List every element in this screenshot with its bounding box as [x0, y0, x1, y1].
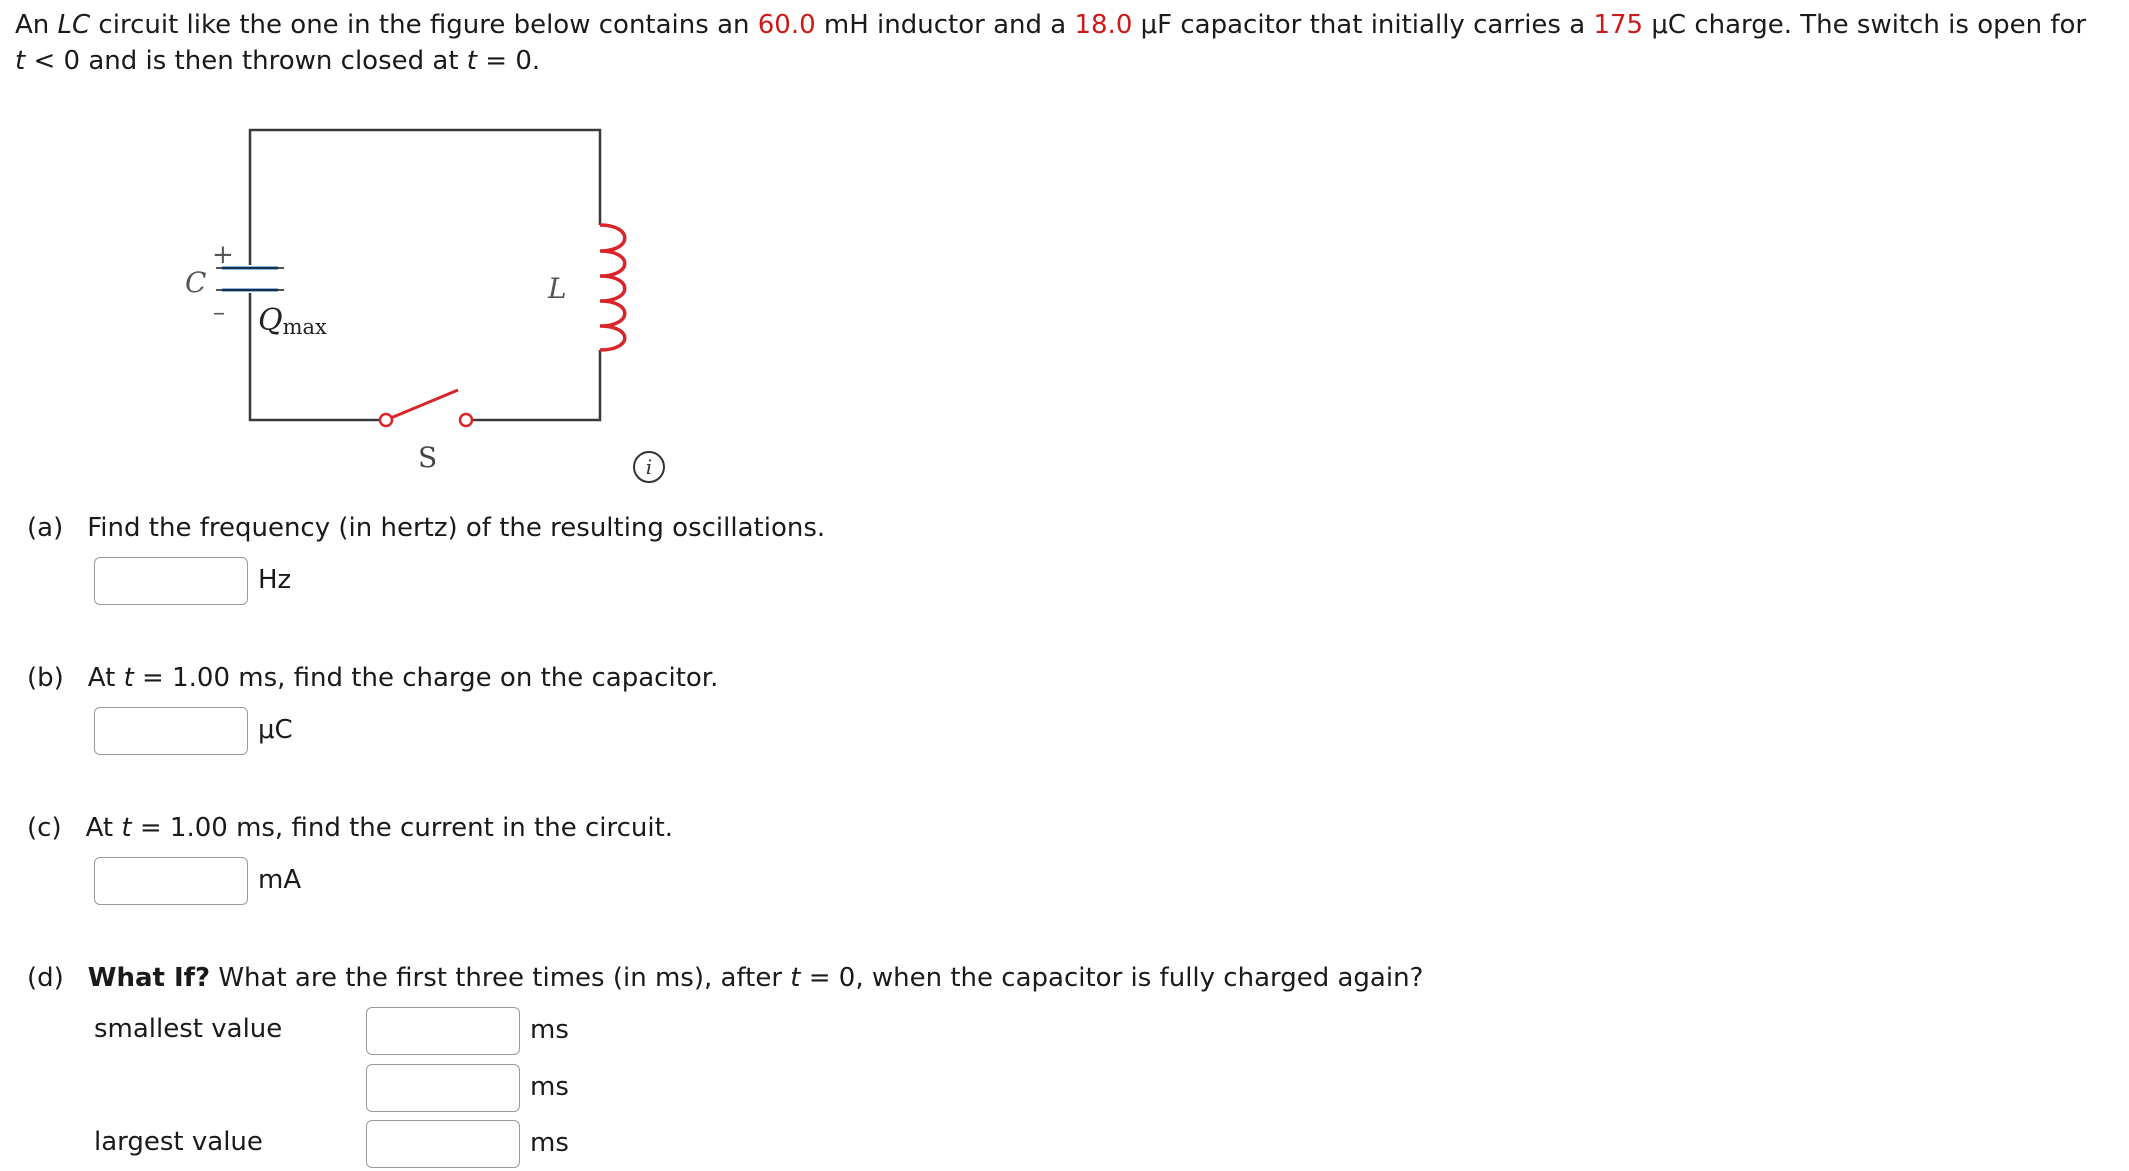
- switch-label: S: [418, 441, 438, 474]
- capacitor-label: C: [185, 266, 207, 299]
- charge-unit: μC: [258, 715, 293, 745]
- current-answer-input[interactable]: [94, 857, 248, 905]
- time3-unit: ms: [530, 1128, 569, 1158]
- time1-unit: ms: [530, 1015, 569, 1045]
- part-d-letter: (d): [27, 963, 64, 993]
- part-b-question: (b) At t = 1.00 ms, find the charge on the capacitor.: [27, 663, 719, 693]
- plus-sign: +: [212, 240, 234, 270]
- lc-term: LC: [57, 10, 91, 40]
- problem-statement-line1: An LC circuit like the one in the figure below contains an 60.0 mH inductor and a 18.0 μF capacitor that initially carries a 175 μC charge. The switch is open for: [15, 10, 2087, 40]
- info-icon[interactable]: i: [633, 451, 665, 483]
- time1-answer-input[interactable]: [366, 1007, 520, 1055]
- lc-circuit-figure: [0, 0, 700, 500]
- minus-sign: –: [213, 298, 225, 326]
- current-unit: mA: [258, 865, 302, 895]
- inductor-coil: [600, 225, 625, 350]
- inductance-value: 60.0: [757, 10, 816, 40]
- part-a-question: (a) Find the frequency (in hertz) of the resulting oscillations.: [27, 513, 826, 543]
- frequency-answer-input[interactable]: [94, 557, 248, 605]
- switch-symbol: [380, 390, 472, 426]
- part-c-letter: (c): [27, 813, 62, 843]
- part-d-question: (d) What If? What are the first three times (in ms), after t = 0, when the capacitor is fully charged again?: [27, 963, 1424, 993]
- part-b-letter: (b): [27, 663, 64, 693]
- what-if-label: What If?: [87, 963, 211, 993]
- qmax-label: Qmax: [258, 303, 327, 339]
- problem-statement-line2: t < 0 and is then thrown closed at t = 0.: [15, 46, 541, 76]
- capacitance-value: 18.0: [1074, 10, 1133, 40]
- capacitor-symbol: [216, 268, 284, 290]
- time2-unit: ms: [530, 1072, 569, 1102]
- time2-answer-input[interactable]: [366, 1064, 520, 1112]
- largest-value-label: largest value: [94, 1127, 263, 1157]
- part-c-question: (c) At t = 1.00 ms, find the current in the circuit.: [27, 813, 674, 843]
- charge-value: 175: [1593, 10, 1644, 40]
- inductor-label: L: [548, 272, 567, 305]
- smallest-value-label: smallest value: [94, 1014, 283, 1044]
- frequency-unit: Hz: [258, 565, 292, 595]
- time3-answer-input[interactable]: [366, 1120, 520, 1168]
- charge-answer-input[interactable]: [94, 707, 248, 755]
- part-a-letter: (a): [27, 513, 64, 543]
